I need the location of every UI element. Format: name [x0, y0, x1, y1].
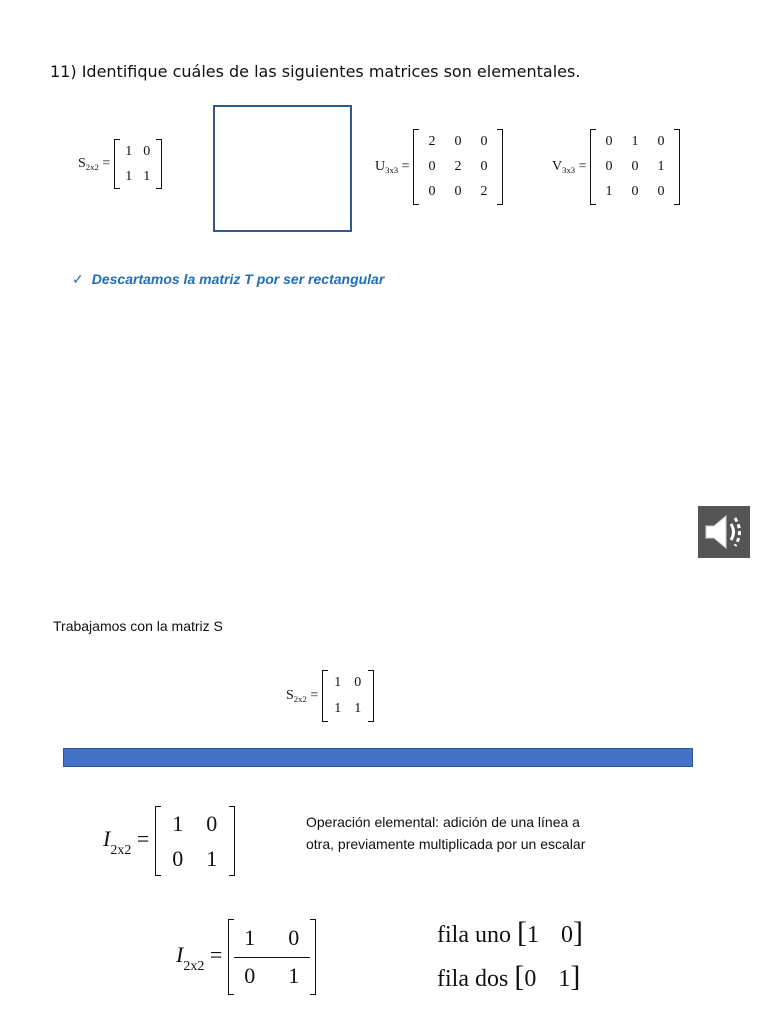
divider-bar — [63, 748, 693, 767]
cell: 0 — [605, 158, 613, 174]
identity-name: I — [103, 826, 111, 852]
matrix-s-bracket — [322, 670, 374, 722]
identity-name: I — [176, 942, 184, 968]
cell: 2 — [480, 184, 488, 200]
cell: 1 — [605, 184, 613, 200]
cell: 0 — [428, 184, 436, 200]
cell: 0 — [172, 845, 184, 871]
checkmark-icon: ✓ — [72, 271, 84, 287]
cell: 1 — [125, 168, 133, 184]
cell: 0 — [288, 924, 300, 950]
row-one-label: fila uno — [437, 922, 511, 948]
cell: 0 — [657, 184, 665, 200]
matrix-v-name: V — [552, 159, 563, 175]
discard-note — [72, 271, 384, 288]
cell: 0 — [631, 158, 639, 174]
cell: 1 — [172, 810, 184, 836]
cell: 0 — [480, 133, 488, 149]
matrix-s-name: S — [78, 156, 86, 172]
matrix-s-bracket — [114, 139, 162, 189]
cell: 0 — [605, 133, 613, 149]
cell: 0 — [244, 963, 256, 989]
matrix-s-middle: $S_{2x2}$ = 1 0 1 1 — [286, 670, 374, 722]
cell: 1 — [334, 675, 342, 690]
identity-sub: 2x2 — [183, 959, 205, 975]
operation-line-1: Operación elemental: adición de una línea a — [306, 814, 580, 830]
row-two-value-1: 0 — [524, 966, 537, 992]
identity-bracket — [155, 806, 235, 876]
cell: 0 — [657, 133, 665, 149]
row-one-value-1: 1 — [526, 922, 539, 948]
identity-matrix: $I_{2x2}$ = 1 0 0 1 — [103, 806, 235, 876]
row-two-desc: fila dos [0 1] — [437, 960, 581, 993]
cell: 1 — [354, 701, 362, 716]
matrix-s-sub: 2x2 — [85, 162, 99, 173]
cell: 1 — [631, 133, 639, 149]
matrix-u-bracket — [413, 129, 503, 205]
cell: 1 — [206, 845, 218, 871]
identity-split-bracket — [228, 919, 316, 995]
row-one-value-2: 0 — [560, 922, 573, 948]
operation-description — [306, 811, 676, 855]
matrix-s-top: $S_{2x2}$ = 1 0 1 1 — [78, 139, 162, 189]
cell: 1 — [334, 701, 342, 716]
matrix-v-bracket — [590, 129, 680, 205]
cell: 2 — [454, 158, 462, 174]
row-two-value-2: 1 — [558, 966, 571, 992]
identity-split-matrix: $I_{2x2}$ = 1 0 0 1 — [176, 919, 316, 995]
matrix-u-sub: 3x3 — [385, 165, 399, 176]
cell: 0 — [428, 158, 436, 174]
exercise-title: 11) Identifique cuáles de las siguientes matrices son elementales. — [50, 62, 581, 81]
cell: 1 — [657, 158, 665, 174]
matrix-u: $U_{3x3}$ = 2 0 0 0 2 0 0 0 2 — [375, 129, 503, 205]
row-one-desc: fila uno [1 0] — [437, 916, 583, 949]
cell: 0 — [354, 675, 362, 690]
cell: 1 — [244, 924, 256, 950]
cell: 1 — [143, 168, 151, 184]
cell: 0 — [454, 184, 462, 200]
matrix-v-sub: 3x3 — [562, 165, 576, 176]
working-label: Trabajamos con la matriz S — [53, 618, 223, 634]
speaker-audio-icon[interactable] — [698, 506, 750, 558]
cell: 0 — [480, 158, 488, 174]
operation-line-2: otra, previamente multiplicada por un escalar — [306, 836, 586, 852]
matrix-v: $V_{3x3}$ = 0 1 0 0 0 1 1 0 0 — [552, 129, 680, 205]
identity-sub: 2x2 — [110, 843, 132, 859]
cell: 0 — [206, 810, 218, 836]
matrix-t-placeholder-box — [213, 105, 352, 232]
matrix-s-name: S — [286, 688, 294, 704]
cell: 1 — [288, 963, 300, 989]
discard-note-text: Descartamos la matriz T por ser rectangular — [91, 271, 385, 287]
row-two-label: fila dos — [437, 966, 509, 992]
cell: 0 — [454, 133, 462, 149]
cell: 1 — [125, 143, 133, 159]
matrix-u-name: U — [375, 159, 386, 175]
cell: 0 — [143, 143, 151, 159]
matrix-s-sub: 2x2 — [293, 694, 307, 705]
cell: 2 — [428, 133, 436, 149]
cell: 0 — [631, 184, 639, 200]
